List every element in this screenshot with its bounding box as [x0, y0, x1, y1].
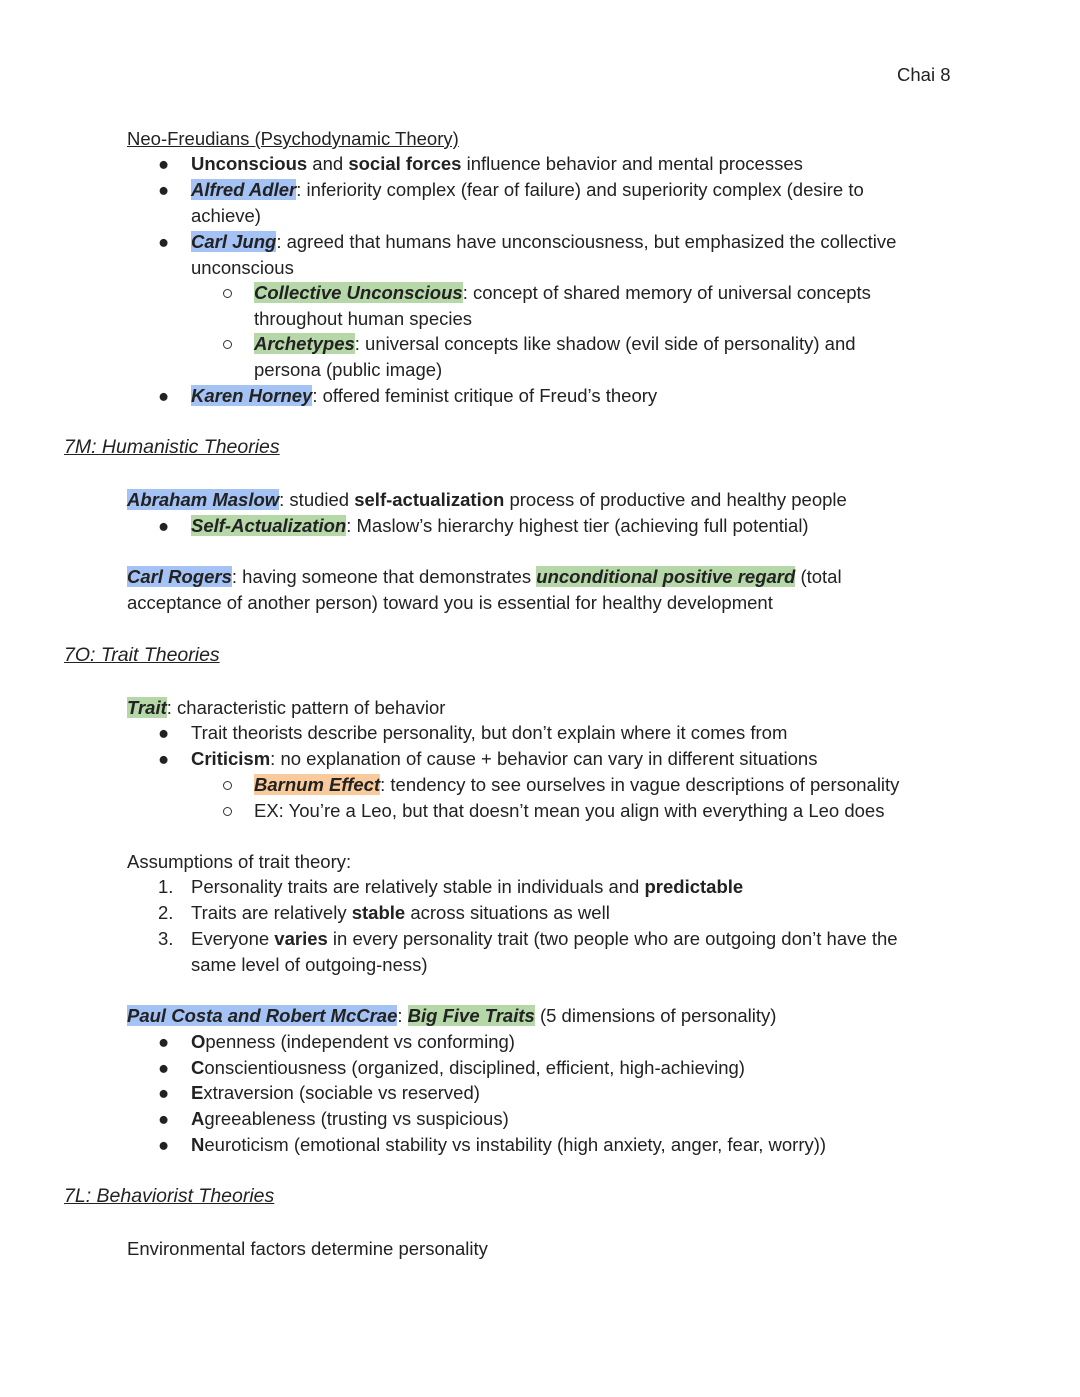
costa-mccrae-line: Paul Costa and Robert McCrae: Big Five Traits (5 dimensions of personality) [127, 1005, 777, 1026]
sub-bullet-icon [223, 289, 232, 298]
neo-bullet-horney: Karen Horney: offered feminist critique of Freud’s theory [191, 385, 658, 406]
section-heading-trait: 7O: Trait Theories [64, 644, 220, 666]
bullet-icon: ● [158, 515, 170, 536]
big-five-openness: Openness (independent vs conforming) [191, 1031, 515, 1052]
jung-sub-archetypes: Archetypes: universal concepts like shadow (evil side of personality) and [254, 333, 856, 354]
bullet-icon: ● [158, 1134, 170, 1155]
neo-freudians-heading: Neo-Freudians (Psychodynamic Theory) [127, 128, 459, 149]
numbered-item-num: 3. [158, 928, 174, 949]
trait-bullet-criticism: Criticism: no explanation of cause + behavior can vary in different situations [191, 748, 818, 769]
section-heading-behaviorist: 7L: Behaviorist Theories [64, 1185, 275, 1207]
bullet-icon: ● [158, 153, 170, 174]
bullet-icon: ● [158, 1108, 170, 1129]
assumption-1: Personality traits are relatively stable in individuals and predictable [191, 876, 744, 897]
big-five-neuroticism: Neuroticism (emotional stability vs instability (high anxiety, anger, fear, worry)) [191, 1134, 827, 1155]
neo-bullet-1: Unconscious and social forces influence behavior and mental processes [191, 153, 803, 174]
assumption-3-cont: same level of outgoing-ness) [191, 954, 428, 975]
sub-bullet-icon [223, 340, 232, 349]
sub-bullet-icon [223, 781, 232, 790]
behaviorist-text: Environmental factors determine personality [127, 1238, 488, 1259]
assumption-3: Everyone varies in every personality trait (two people who are outgoing don’t have the [191, 928, 898, 949]
bullet-icon: ● [158, 231, 170, 252]
jung-sub-collective-cont: throughout human species [254, 308, 473, 329]
big-five-agreeableness: Agreeableness (trusting vs suspicious) [191, 1108, 509, 1129]
bullet-icon: ● [158, 179, 170, 200]
assumptions-heading: Assumptions of trait theory: [127, 851, 352, 872]
page-number: Chai 8 [897, 64, 951, 85]
section-heading-humanistic: 7M: Humanistic Theories [64, 436, 280, 458]
rogers-line-cont: acceptance of another person) toward you is essential for healthy development [127, 592, 773, 613]
jung-sub-archetypes-cont: persona (public image) [254, 359, 443, 380]
assumption-2: Traits are relatively stable across situations as well [191, 902, 610, 923]
bullet-icon: ● [158, 1031, 170, 1052]
barnum-effect: Barnum Effect: tendency to see ourselves in vague descriptions of personality [254, 774, 900, 795]
trait-bullet-1: Trait theorists describe personality, but don’t explain where it comes from [191, 722, 788, 743]
self-actualization-bullet: Self-Actualization: Maslow’s hierarchy highest tier (achieving full potential) [191, 515, 809, 536]
jung-sub-collective: Collective Unconscious: concept of shared memory of universal concepts [254, 282, 871, 303]
bullet-icon: ● [158, 385, 170, 406]
neo-bullet-jung-cont: unconscious [191, 257, 294, 278]
trait-definition: Trait: characteristic pattern of behavior [127, 697, 446, 718]
bullet-icon: ● [158, 1057, 170, 1078]
bullet-icon: ● [158, 748, 170, 769]
numbered-item-num: 2. [158, 902, 174, 923]
big-five-conscientiousness: Conscientiousness (organized, disciplined, efficient, high-achieving) [191, 1057, 745, 1078]
bullet-icon: ● [158, 722, 170, 743]
neo-bullet-jung: Carl Jung: agreed that humans have unconsciousness, but emphasized the collective [191, 231, 897, 252]
barnum-example: EX: You’re a Leo, but that doesn’t mean you align with everything a Leo does [254, 800, 885, 821]
neo-bullet-adler-cont: achieve) [191, 205, 261, 226]
neo-bullet-adler: Alfred Adler: inferiority complex (fear of failure) and superiority complex (desire to [191, 179, 864, 200]
rogers-line: Carl Rogers: having someone that demonstrates unconditional positive regard (total [127, 566, 842, 587]
sub-bullet-icon [223, 807, 232, 816]
big-five-extraversion: Extraversion (sociable vs reserved) [191, 1082, 480, 1103]
bullet-icon: ● [158, 1082, 170, 1103]
numbered-item-num: 1. [158, 876, 174, 897]
maslow-line: Abraham Maslow: studied self-actualization process of productive and healthy people [127, 489, 847, 510]
